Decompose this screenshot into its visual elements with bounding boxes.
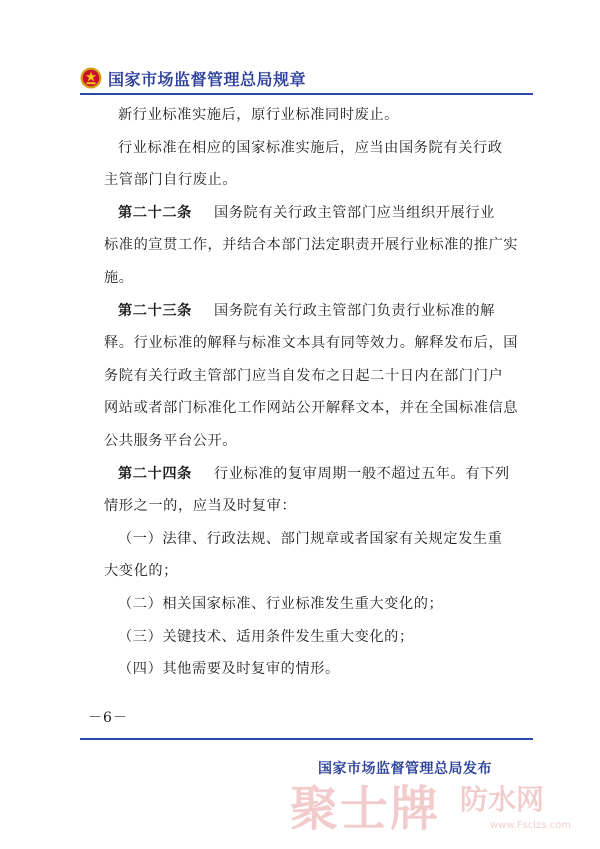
line-text: 释。行业标准的解释与标准文本具有同等效力。解释发布后，国 (104, 335, 519, 352)
body-line (104, 621, 524, 654)
body-line (104, 392, 524, 425)
watermark-url: www.Fsclzs.com (490, 820, 572, 831)
body-line (104, 490, 524, 523)
body-line (104, 262, 524, 295)
body-line (104, 99, 524, 132)
body-line (104, 425, 524, 458)
article-line (104, 295, 524, 328)
body-line (104, 588, 524, 621)
line-text: 标准的宣贯工作，并结合本部门法定职责开展行业标准的推广实 (104, 237, 519, 254)
line-text: （三）关键技术、适用条件发生重大变化的； (118, 628, 414, 645)
body-line (104, 523, 524, 556)
line-text: （四）其他需要及时复审的情形。 (118, 661, 340, 678)
line-text: 主管部门自行废止。 (104, 172, 238, 189)
body-line (104, 164, 524, 197)
line-text: （一）法律、行政法规、部门规章或者国家有关规定发生重 (118, 530, 503, 547)
header-title: 国家市场监督管理总局规章 (108, 69, 307, 89)
page-number: －6－ (88, 710, 128, 726)
body-line (104, 132, 524, 165)
line-text: 行业标准在相应的国家标准实施后，应当由国务院有关行政 (118, 139, 503, 156)
watermark-brand: 聚士牌 (290, 781, 441, 837)
line-text: （二）相关国家标准、行业标准发生重大变化的； (118, 595, 444, 612)
article-line (104, 458, 524, 491)
line-text: 国务院有关行政主管部门应当组织开展行业 (213, 204, 495, 221)
document-body (104, 99, 524, 686)
footer-divider (80, 738, 533, 740)
body-line (104, 229, 524, 262)
body-line (104, 360, 524, 393)
body-line (104, 653, 524, 686)
article-number: 第二十四条 (118, 465, 192, 482)
watermark-site: 防水网 (460, 783, 545, 816)
body-line (104, 555, 524, 588)
article-number: 第二十三条 (118, 302, 192, 319)
line-text: 大变化的； (104, 563, 178, 580)
line-text: 情形之一的，应当及时复审： (104, 498, 297, 515)
article-number: 第二十二条 (118, 204, 192, 221)
header-divider (80, 93, 533, 95)
watermark (290, 770, 580, 840)
line-text: 网站或者部门标准化工作网站公开解释文本，并在全国标准信息 (104, 400, 519, 417)
body-line (104, 327, 524, 360)
line-text: 公共服务平台公开。 (104, 432, 238, 449)
line-text: 施。 (104, 269, 134, 286)
footer-publisher: 国家市场监督管理总局发布 (318, 761, 492, 777)
line-text: 务院有关行政主管部门应当自发布之日起二十日内在部门门户 (104, 367, 504, 384)
national-emblem-icon (80, 67, 102, 89)
line-text: 国务院有关行政主管部门负责行业标准的解 (213, 302, 495, 319)
line-text: 行业标准的复审周期一般不超过五年。有下列 (213, 465, 510, 482)
article-line (104, 197, 524, 230)
line-text: 新行业标准实施后，原行业标准同时废止。 (118, 107, 399, 123)
document-header (80, 64, 306, 92)
